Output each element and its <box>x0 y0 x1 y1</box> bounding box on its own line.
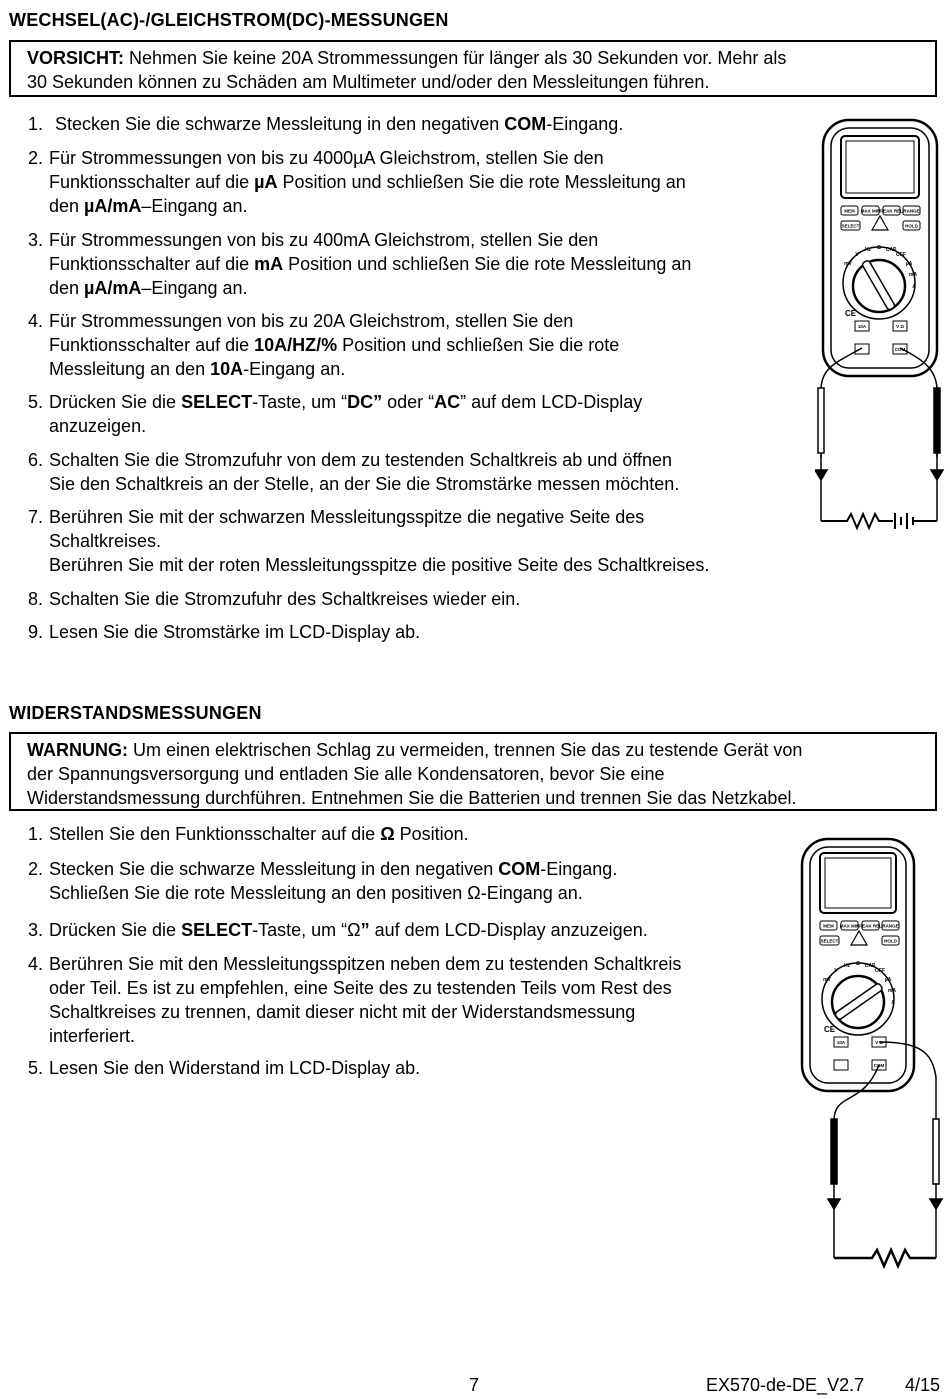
step-text-line <box>49 228 691 252</box>
step-text-run: Für Strommessungen von bis zu 400mA Gleichstrom, stellen Sie den <box>49 230 599 250</box>
step-text-run: Lesen Sie die Stromstärke im LCD-Display ab. <box>49 622 421 642</box>
svg-text:MAX MIN: MAX MIN <box>839 923 860 929</box>
step-text-line <box>49 170 686 194</box>
svg-text:µA: µA <box>905 261 913 267</box>
circuit-resistor-battery <box>821 513 937 529</box>
step-text-bold: µA <box>254 172 278 192</box>
step-text <box>49 309 619 381</box>
step-text-bold: ” <box>360 920 370 940</box>
step-text-line <box>49 276 691 300</box>
step-text-line <box>49 1024 681 1048</box>
step-text-run: Berühren Sie mit der roten Messleitungsspitze die positive Seite des Schaltkreises. <box>49 555 710 575</box>
step-text <box>49 587 520 611</box>
step-text-line <box>49 309 619 333</box>
step-text-run: den <box>49 196 85 216</box>
document-id: EX570-de-DE_V2.7 <box>706 1375 865 1395</box>
step-text-bold: Ω <box>380 824 395 844</box>
step-text-line <box>49 505 709 529</box>
step-text-line <box>49 918 648 942</box>
step-text-line <box>49 194 686 218</box>
caution-box <box>9 40 937 97</box>
step-text-run: Funktionsschalter auf die <box>49 254 255 274</box>
svg-text:V: V <box>855 252 859 258</box>
step-text-run: -Taste, um “Ω <box>252 920 361 940</box>
step-text-line <box>49 333 619 357</box>
step-text-bold: SELECT <box>181 920 253 940</box>
page-number: 7 <box>469 1375 480 1395</box>
warning-box <box>9 732 937 811</box>
step-text-run: Drücken Sie die <box>49 392 182 412</box>
step-text-line <box>49 857 617 881</box>
svg-text:mA: mA <box>908 272 918 278</box>
svg-text:SELECT: SELECT <box>820 938 839 944</box>
svg-text:Hz: Hz <box>843 963 851 969</box>
step-text-line <box>49 553 709 577</box>
svg-text:OFF: OFF <box>896 252 906 258</box>
step-text-line <box>49 1000 681 1024</box>
step-text-run: -Eingang an. <box>243 359 346 379</box>
svg-text:COM: COM <box>873 1063 885 1068</box>
step-text-bold: 10A <box>210 359 244 379</box>
step-text-bold: 10A/HZ/% <box>254 335 338 355</box>
step-text-run: Position und schließen Sie die rote <box>337 335 620 355</box>
svg-text:MEM: MEM <box>823 923 834 929</box>
svg-text:RANGE: RANGE <box>903 208 920 214</box>
step-number: 1. <box>28 824 44 844</box>
step-text-run: Berühren Sie mit den Messleitungsspitzen neben dem zu testenden Schaltkreis <box>49 954 682 974</box>
svg-text:OFF: OFF <box>875 968 885 974</box>
step-text <box>49 1056 420 1080</box>
step-text-run: -Eingang. <box>546 114 624 134</box>
step-text-run: Schaltkreises. <box>49 531 162 551</box>
multimeter-current-illustration <box>815 118 945 533</box>
svg-text:10A: 10A <box>857 324 867 329</box>
step-text-line <box>49 529 709 553</box>
caution-text-2: 30 Sekunden können zu Schäden am Multimeter und/oder den Messleitungen führen. <box>27 72 710 92</box>
svg-text:mV: mV <box>823 977 831 983</box>
svg-text:SELECT: SELECT <box>841 223 860 229</box>
step-text-line <box>49 390 642 414</box>
step-text-run: oder “ <box>382 392 435 412</box>
svg-text:HOLD: HOLD <box>884 938 897 944</box>
step-number: 1. <box>28 114 44 134</box>
step-text-run: anzuzeigen. <box>49 416 147 436</box>
step-text-line <box>49 822 469 846</box>
svg-text:PEAK REL: PEAK REL <box>859 923 882 929</box>
svg-text:COM: COM <box>894 347 906 352</box>
step-number: 4. <box>28 954 44 974</box>
step-text-line <box>49 146 686 170</box>
step-text <box>49 918 648 942</box>
step-text-run: -Taste, um “ <box>252 392 348 412</box>
step-text-run: ” auf dem LCD-Display <box>460 392 643 412</box>
multimeter-resistance-illustration <box>800 837 945 1272</box>
step-text-run: Drücken Sie die <box>49 920 182 940</box>
warning-label: WARNUNG: <box>27 740 128 760</box>
step-text-run: Funktionsschalter auf die <box>49 172 255 192</box>
step-number: 9. <box>28 622 44 642</box>
step-text-line <box>49 252 691 276</box>
step-text-run: –Eingang an. <box>141 278 248 298</box>
step-text-bold: COM <box>498 859 541 879</box>
svg-text:CE: CE <box>824 1025 836 1034</box>
svg-text:HOLD: HOLD <box>905 223 918 229</box>
step-text-bold: µA/mA <box>84 196 142 216</box>
svg-text:V Ω: V Ω <box>896 324 904 329</box>
svg-text:10A: 10A <box>836 1040 846 1045</box>
caution-label: VORSICHT: <box>27 48 125 68</box>
step-text-line <box>49 448 679 472</box>
step-text-run: Stecken Sie die schwarze Messleitung in den negativen <box>55 114 505 134</box>
step-text <box>49 505 709 577</box>
step-number: 2. <box>28 859 44 879</box>
step-text <box>49 390 642 438</box>
svg-text:Hz: Hz <box>864 247 872 253</box>
step-text-line <box>49 357 619 381</box>
step-text-run: oder Teil. Es ist zu empfehlen, eine Seite des zu testenden Teils vom Rest des <box>49 978 672 998</box>
step-text-run: Stellen Sie den Funktionsschalter auf die <box>49 824 381 844</box>
step-text-run: –Eingang an. <box>141 196 248 216</box>
step-text-bold: DC” <box>347 392 383 412</box>
svg-text:mV: mV <box>844 261 852 267</box>
svg-text:PEAK REL: PEAK REL <box>880 208 903 214</box>
step-number: 5. <box>28 392 44 412</box>
step-text <box>49 620 420 644</box>
svg-text:MEM: MEM <box>844 208 855 214</box>
step-text-run: Lesen Sie den Widerstand im LCD-Display ab. <box>49 1058 421 1078</box>
step-number: 3. <box>28 230 44 250</box>
svg-text:CAP: CAP <box>885 247 897 253</box>
step-text-run: den <box>49 278 85 298</box>
step-text-run: Schalten Sie die Stromzufuhr des Schaltkreises wieder ein. <box>49 589 521 609</box>
svg-text:Ω: Ω <box>855 961 861 967</box>
step-text-line <box>49 881 617 905</box>
step-text-run: Messleitung an den <box>49 359 211 379</box>
step-number: 3. <box>28 920 44 940</box>
svg-text:MAX MIN: MAX MIN <box>860 208 881 214</box>
svg-text:V: V <box>834 968 838 974</box>
svg-text:RANGE: RANGE <box>882 923 899 929</box>
step-text <box>49 952 681 1048</box>
step-text-line <box>49 472 679 496</box>
resistor-symbol <box>834 1250 936 1266</box>
step-text-line <box>49 1056 420 1080</box>
step-text <box>49 228 691 300</box>
warning-text-1: Um einen elektrischen Schlag zu vermeiden, trennen Sie das zu testende Gerät von <box>128 740 803 760</box>
step-text-run: auf dem LCD-Display anzuzeigen. <box>369 920 648 940</box>
step-text-line <box>49 976 681 1000</box>
step-text-line <box>49 414 642 438</box>
step-text-run: Für Strommessungen von bis zu 20A Gleichstrom, stellen Sie den <box>49 311 574 331</box>
step-text-bold: SELECT <box>181 392 253 412</box>
step-text-run: -Eingang. <box>540 859 618 879</box>
svg-text:Ω: Ω <box>876 245 882 251</box>
step-text <box>49 822 469 846</box>
caution-text-1: Nehmen Sie keine 20A Strommessungen für länger als 30 Sekunden vor. Mehr als <box>124 48 787 68</box>
step-text-run: Für Strommessungen von bis zu 4000µA Gleichstrom, stellen Sie den <box>49 148 604 168</box>
svg-text:mA: mA <box>887 988 897 994</box>
step-number: 2. <box>28 148 44 168</box>
section-title-ac-dc: WECHSEL(AC)-/GLEICHSTROM(DC)-MESSUNGEN <box>9 10 449 30</box>
svg-text:µA: µA <box>884 977 892 983</box>
step-text-run: Schaltkreises zu trennen, damit dieser nicht mit der Widerstandsmessung <box>49 1002 636 1022</box>
step-text-run: Berühren Sie mit der schwarzen Messleitungsspitze die negative Seite des <box>49 507 645 527</box>
step-text <box>49 857 617 905</box>
svg-text:CE: CE <box>845 309 857 318</box>
section-title-resistance: WIDERSTANDSMESSUNGEN <box>9 703 262 723</box>
step-text-bold: µA/mA <box>84 278 142 298</box>
svg-text:V Ω: V Ω <box>875 1040 883 1045</box>
step-text-run: interferiert. <box>49 1026 136 1046</box>
svg-text:A: A <box>891 1000 895 1006</box>
step-text-line <box>49 952 681 976</box>
warning-text-3: Widerstandsmessung durchführen. Entnehmen Sie die Batterien und trennen Sie das Netzkabel. <box>27 788 797 808</box>
warning-text-2: der Spannungsversorgung und entladen Sie alle Kondensatoren, bevor Sie eine <box>27 764 665 784</box>
step-number: 5. <box>28 1058 44 1078</box>
step-text-run: Position und schließen Sie die rote Messleitung an <box>283 254 692 274</box>
step-text-run: Funktionsschalter auf die <box>49 335 255 355</box>
step-text-run: Sie den Schaltkreis an der Stelle, an der Sie die Stromstärke messen möchten. <box>49 474 680 494</box>
step-text-run: Position und schließen Sie die rote Messleitung an <box>277 172 686 192</box>
step-number: 4. <box>28 311 44 331</box>
step-text-run: Schalten Sie die Stromzufuhr von dem zu testenden Schaltkreis ab und öffnen <box>49 450 673 470</box>
step-text <box>55 112 623 136</box>
step-text <box>49 146 686 218</box>
step-text-run: Schließen Sie die rote Messleitung an den positiven Ω-Eingang an. <box>49 883 583 903</box>
step-text-line <box>49 620 420 644</box>
step-text-run: Stecken Sie die schwarze Messleitung in den negativen <box>49 859 499 879</box>
svg-text:A: A <box>912 284 916 290</box>
step-number: 6. <box>28 450 44 470</box>
step-text-run: Position. <box>394 824 469 844</box>
page-of-total: 4/15 <box>905 1375 941 1395</box>
step-text-bold: AC <box>434 392 461 412</box>
step-text-bold: mA <box>254 254 284 274</box>
step-number: 7. <box>28 507 44 527</box>
step-text-line <box>49 587 520 611</box>
svg-text:CAP: CAP <box>864 963 876 969</box>
step-text <box>49 448 679 496</box>
step-text-line <box>55 112 623 136</box>
step-number: 8. <box>28 589 44 609</box>
step-text-bold: COM <box>504 114 547 134</box>
